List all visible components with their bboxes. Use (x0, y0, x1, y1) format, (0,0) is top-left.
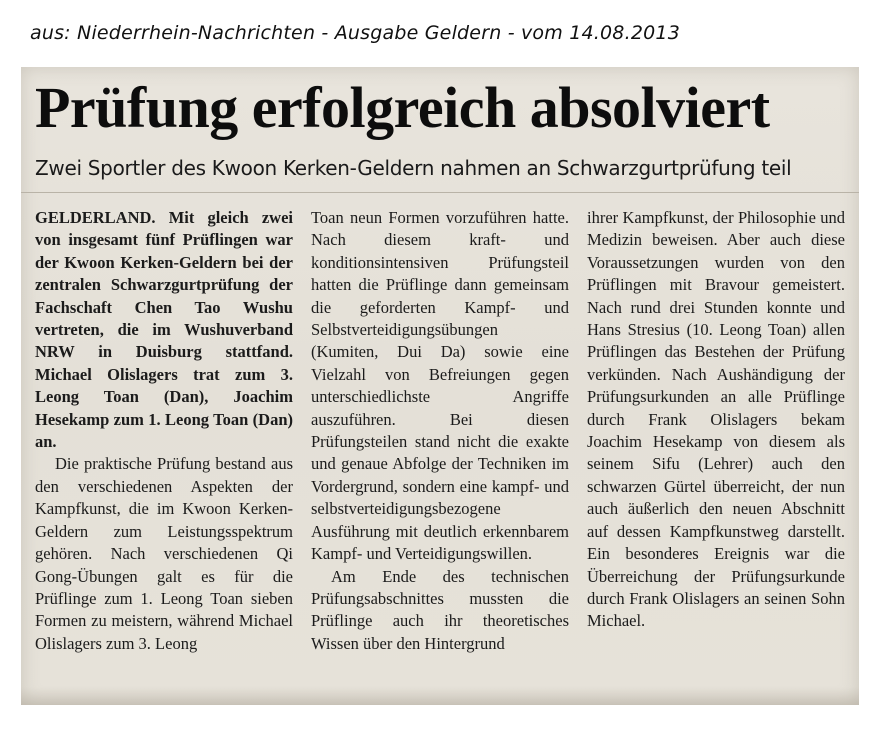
article-lead-paragraph: GELDERLAND. Mit gleich zwei von insgesamt fünf Prüflingen war der Kwoon Kerken-Geldern bei der zentralen Schwarzgurtprüfung der Fachschaft Chen Tao Wushu vertreten, die im Wushuverband NRW in Duisburg stattfand. Michael Olislagers trat zum 3. Leong Toan (Dan), Joachim Hesekamp zum 1. Leong Toan (Dan) an. (35, 208, 293, 452)
article-subheadline: Zwei Sportler des Kwoon Kerken-Geldern nahmen an Schwarzgurtprüfung teil (35, 156, 792, 180)
article-paragraph: Am Ende des technischen Prüfungsabschnittes mussten die Prüflinge auch ihr theoretisches Wissen über den Hintergrund (311, 566, 569, 653)
newspaper-clipping (21, 67, 859, 705)
article-paragraph: ihrer Kampfkunst, der Philosophie und Medizin beweisen. Aber auch diese Voraussetzungen wurden von den Prüflingen mit Bravour gemeistert. Nach rund drei Stunden konnte und Hans Stresius (10. Leong Toan) allen Prüflingen das Bestehen der Prüfung verkünden. Nach Aushändigung der Prüfungsurkunden an alle Prüflinge durch Frank Olislagers bekam Joachim Hesekamp von diesem als seinem Sifu (Lehrer) auch den schwarzen Gürtel überreicht, der nun auch äußerlich den neuen Abschnitt auf dessen Kampfkunstweg darstellt. Ein besonderes Ereignis war die Überreichung der Prüfungsurkunde durch Frank Olislagers an seinen Sohn Michael. (587, 208, 845, 631)
article-column-3 (587, 207, 845, 633)
source-caption: aus: Niederrhein-Nachrichten - Ausgabe Geldern - vom 14.08.2013 (30, 22, 680, 44)
article-column-2 (311, 207, 569, 655)
article-paragraph: Toan neun Formen vorzuführen hatte. Nach diesem kraft- und konditionsintensiven Prüfungsteil hatten die Prüflinge dann gemeinsam die geforderten Kampf- und Selbstverteidigungsübungen (Kumiten, Dui Da) sowie eine Vielzahl von Befreiungen gegen unterschiedlichste Angriffe auszuführen. Bei diesen Prüfungsteilen stand nicht die exakte und genaue Abfolge der Techniken im Vordergrund, sondern eine kampf- und selbstverteidigungsbezogene Ausführung mit deutlich erkennbarem Kampf- und Verteidigungswillen. (311, 208, 569, 564)
article-paragraph: Die praktische Prüfung bestand aus den verschiedenen Aspekten der Kampfkunst, die im Kwoon Kerken-Geldern zum Leistungsspektrum gehören. Nach verschiedenen Qi Gong-Übungen galt es für die Prüflinge zum 1. Leong Toan sieben Formen zu meistern, während Michael Olislagers zum 3. Leong (35, 454, 293, 653)
clipping-bottom-edge (21, 687, 859, 705)
article-headline: Prüfung erfolgreich absolviert (35, 75, 770, 140)
headline-divider (21, 192, 859, 193)
article-column-1 (35, 207, 293, 655)
